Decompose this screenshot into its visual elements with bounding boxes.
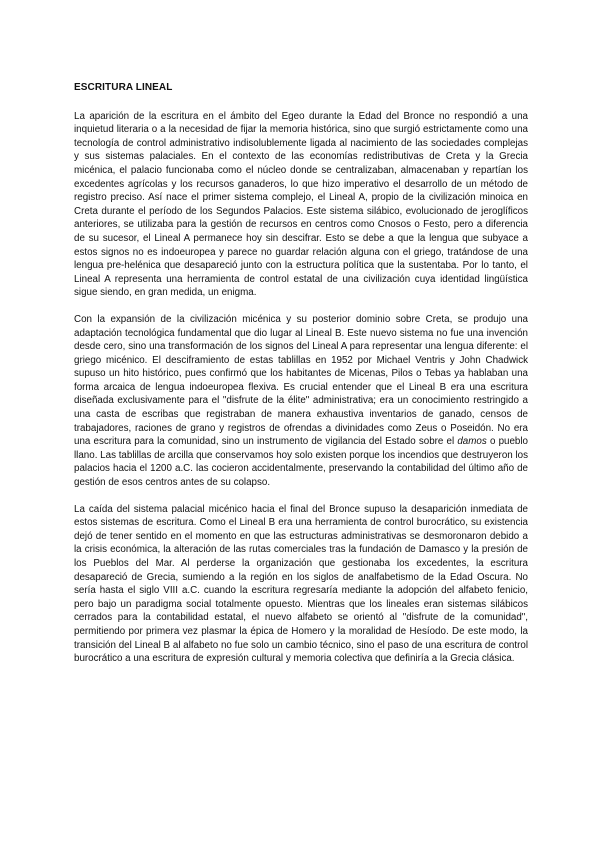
paragraph-2 bbox=[74, 313, 528, 490]
document-page bbox=[74, 81, 528, 679]
paragraph-2-part-1: Con la expansión de la civilización micénica y su posterior dominio sobre Creta, se produjo una adaptación tecnológica fundamental que dio lugar al Lineal B. Este nuevo sistema no fue una invención desde cero, sino una transformación de los signos del Lineal A para representar una lengua diferente: el griego micénico. El desciframiento de estas tablillas en 1952 por Michael Ventris y John Chadwick supuso un hito histórico, pues confirmó que los habitantes de Micenas, Pilos o Tebas ya hablaban una forma arcaica de lengua indoeuropea flexiva. Es crucial entender que el Lineal B era una escritura diseñada exclusivamente para el "disfrute de la élite" administrativa; era un conocimiento restringido a una casta de escribas que registraban de manera exhaustiva inventarios de ganado, censos de trabajadores, raciones de grano y registros de ofrendas a divinidades como Zeus o Poseidón. No era una escritura para la comunidad, sino un instrumento de vigilancia del Estado sobre el bbox=[74, 313, 528, 448]
paragraph-2-emphasis: damos bbox=[457, 436, 487, 448]
paragraph-3: La caída del sistema palacial micénico hacia el final del Bronce supuso la desaparición inmediata de estos sistemas de escritura. Como el Lineal B era una herramienta de control burocrático, su existencia dejó de tener sentido en el momento en que las estructuras administrativas se desmoronaron debido a la crisis económica, la alteración de las rutas comerciales tras la fundación de Damasco y la presión de los Pueblos del Mar. Al perderse la organización que gestionaba los excedentes, la escritura desapareció de Grecia, sumiendo a la región en los siglos de analfabetismo de la Edad Oscura. No sería hasta el siglo VIII a.C. cuando la escritura regresaría mediante la adopción del alfabeto fenicio, pero bajo un paradigma social totalmente opuesto. Mientras que los lineales eran sistemas silábicos cerrados para la contabilidad estatal, el nuevo alfabeto se orientó al "disfrute de la comunidad", permitiendo por primera vez plasmar la épica de Homero y la moralidad de Hesíodo. De este modo, la transición del Lineal B al alfabeto no fue solo un cambio técnico, sino el paso de una escritura de control burocrático a una escritura de expresión cultural y memoria colectiva que definiría a la Grecia clásica. bbox=[74, 503, 528, 665]
paragraph-2-part-2: o pueblo llano. Las tablillas de arcilla que conservamos hoy solo existen porque los incendios que destruyeron los palacios hacia el 1200 a.C. las cocieron accidentalmente, preservando la contabilidad del último año de gestión de esos centros antes de su colapso. bbox=[74, 436, 529, 489]
paragraph-1: La aparición de la escritura en el ámbito del Egeo durante la Edad del Bronce no respondió a una inquietud literaria o a la necesidad de fijar la memoria histórica, sino que surgió estrictamente como una tecnología de control administrativo indisolublemente ligada al nacimiento de las sociedades complejas y sus sistemas palaciales. En el contexto de las economías redistributivas de Creta y la Grecia micénica, el palacio funcionaba como el núcleo donde se centralizaban, almacenaban y repartían los excedentes agrícolas y los recursos ganaderos, lo que hizo imperativo el desarrollo de un método de registro preciso. Así nace el primer sistema complejo, el Lineal A, propio de la civilización minoica en Creta durante el período de los Segundos Palacios. Este sistema silábico, evolucionado de jeroglíficos anteriores, se utilizaba para la gestión de recursos en centros como Cnosos o Festo, pero a diferencia de su sucesor, el Lineal A permanece hoy sin descifrar. Esto se debe a que la lengua que subyace a estos signos no es indoeuropea y parece no guardar relación alguna con el griego, tratándose de una lengua pre-helénica que desapareció junto con la estructura política que la sustentaba. Por lo tanto, el Lineal A representa una herramienta de control estatal de una civilización cuya identidad lingüística sigue siendo, en gran medida, un enigma. bbox=[74, 110, 528, 299]
document-title: ESCRITURA LINEAL bbox=[74, 82, 173, 93]
